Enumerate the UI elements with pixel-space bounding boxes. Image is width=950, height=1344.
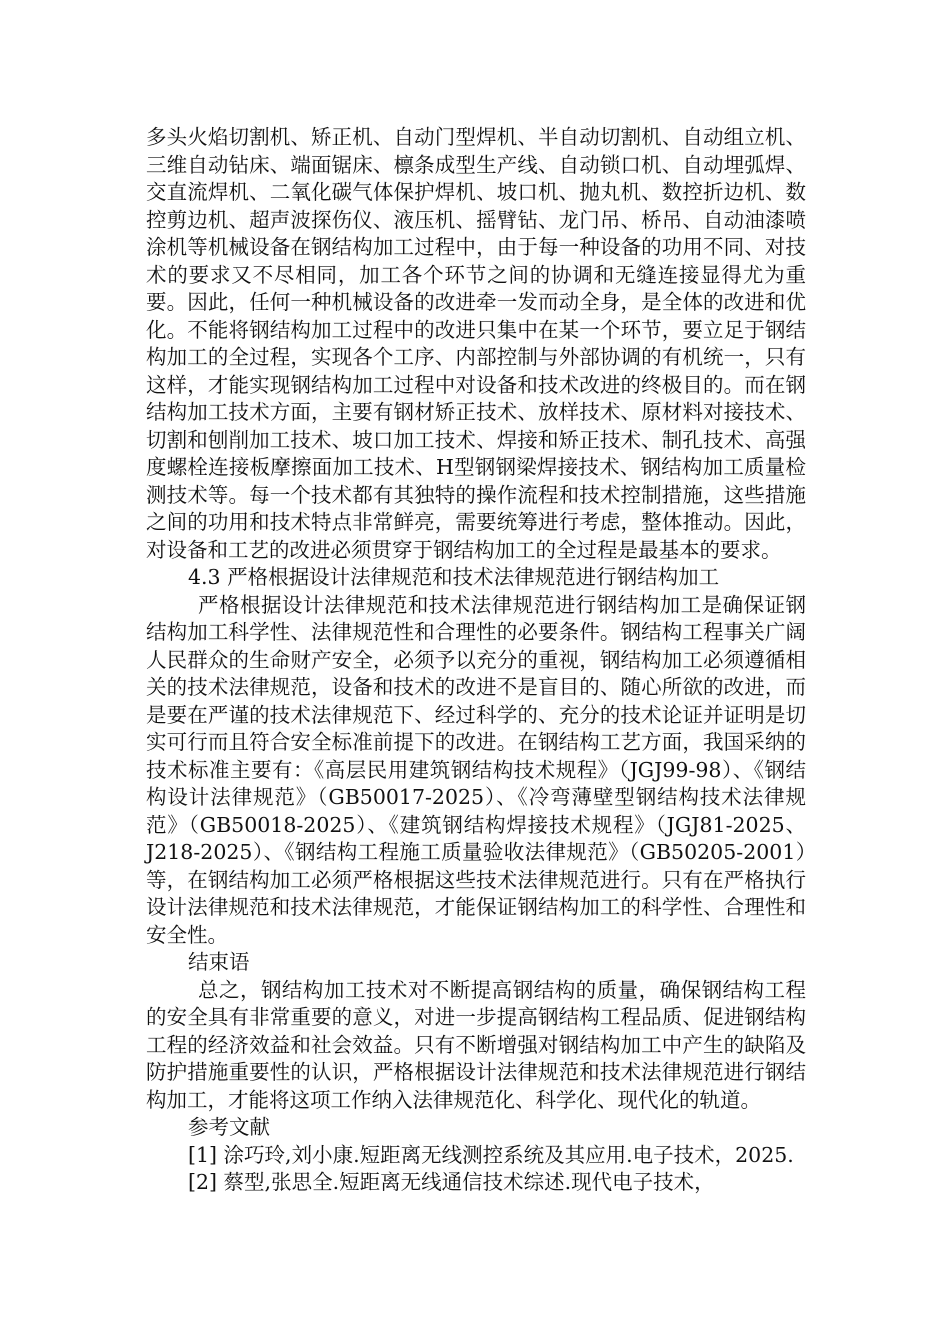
body-paragraph-conclusion: 总之，钢结构加工技术对不断提高钢结构的质量，确保钢结构工程的安全具有非常重要的意义，对进一步提高钢结构工程品质、促进钢结构工程的经济效益和社会效益。只有不断增强对钢结构加工中产生的缺陷及防护措施重要性的认识，严格根据设计法律规范和技术法律规范进行钢结构加工，才能将这项工作纳入法律规范化、科学化、现代化的轨道。 xyxy=(146,977,806,1112)
reference-item: [1] 涂巧玲,刘小康.短距离无线测控系统及其应用.电子技术，2025. xyxy=(188,1142,794,1167)
section-heading-4-3: 4.3 严格根据设计法律规范和技术法律规范进行钢结构加工 xyxy=(188,565,720,589)
body-paragraph-continued: 多头火焰切割机、矫正机、自动门型焊机、半自动切割机、自动组立机、三维自动钻床、端面锯床、檩条成型生产线、自动锁口机、自动埋弧焊、交直流焊机、二氧化碳气体保护焊机、坡口机、抛丸机、数控折边机、数控剪边机、超声波探伤仪、液压机、摇臂钻、龙门吊、桥吊、自动油漆喷涂机等机械设备在钢结构加工过程中，由于每一种设备的功用不同、对技术的要求又不尽相同，加工各个环节之间的协调和无缝连接显得尤为重要。因此，任何一种机械设备的改进牵一发而动全身，是全体的改进和优化。不能将钢结构加工过程中的改进只集中在某一个环节，要立足于钢结构加工的全过程，实现各个工序、内部控制与外部协调的有机统一，只有这样，才能实现钢结构加工过程中对设备和技术改进的终极目的。而在钢结构加工技术方面，主要有钢材矫正技术、放样技术、原材料对接技术、切割和刨削加工技术、坡口加工技术、焊接和矫正技术、制孔技术、高强度螺栓连接板摩擦面加工技术、H型钢钢梁焊接技术、钢结构加工质量检测技术等。每一个技术都有其独特的操作流程和技术控制措施，这些措施之间的功用和技术特点非常鲜亮，需要统筹进行考虑，整体推动。因此，对设备和工艺的改进必须贯穿于钢结构加工的全过程是最基本的要求。 xyxy=(146,125,806,562)
reference-item: [2] 蔡型,张思全.短距离无线通信技术综述.现代电子技术， xyxy=(188,1170,715,1194)
body-paragraph-section: 严格根据设计法律规范和技术法律规范进行钢结构加工是确保证钢结构加工科学性、法律规范性和合理性的必要条件。钢结构工程事关广阔人民群众的生命财产安全，必须予以充分的重视，钢结构加工必须遵循相关的技术法律规范，设备和技术的改进不是盲目的、随心所欲的改进，而是要在严谨的技术法律规范下、经过科学的、充分的技术论证并证明是切实可行而且符合安全标准前提下的改进。在钢结构工艺方面，我国采纳的技术标准主要有：《高层民用建筑钢结构技术规程》（JGJ99-98）、《钢结构设计法律规范》（GB50017-2025）、《冷弯薄壁型钢结构技术法律规范》（GB50018-2025）、《建筑钢结构焊接技术规程》（JGJ81-2025、J218-2025）、《钢结构工程施工质量验收法律规范》（GB50205-2001）等，在钢结构加工必须严格根据这些技术法律规范进行。只有在严格执行设计法律规范和技术法律规范，才能保证钢结构加工的科学性、合理性和安全性。 xyxy=(146,592,806,947)
conclusion-heading: 结束语 xyxy=(188,950,250,974)
document-body xyxy=(146,124,806,1197)
references-heading: 参考文献 xyxy=(188,1115,270,1139)
